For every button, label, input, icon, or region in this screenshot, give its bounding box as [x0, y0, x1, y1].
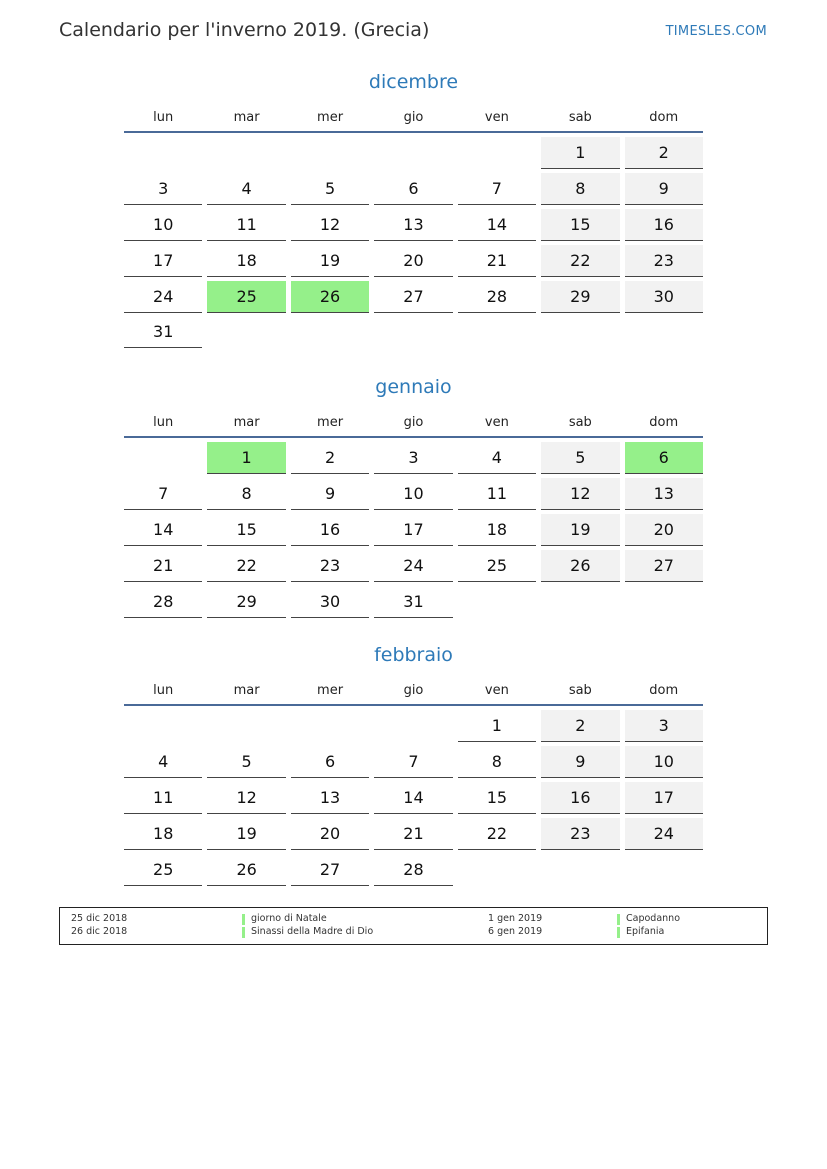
day-cell: 17	[124, 245, 202, 277]
empty-day-cell	[207, 137, 285, 169]
day-cell: 12	[291, 209, 369, 241]
day-cell: 28	[458, 281, 536, 313]
day-cell: 12	[207, 782, 285, 814]
empty-day-cell	[124, 442, 202, 474]
day-cell: 5	[291, 173, 369, 205]
day-cell: 7	[374, 746, 452, 778]
day-cell: 10	[124, 209, 202, 241]
day-cell: 24	[124, 281, 202, 313]
week-row	[124, 854, 703, 886]
day-cell: 9	[625, 173, 703, 205]
empty-day-cell	[625, 316, 703, 348]
weekday-label: dom	[649, 683, 679, 698]
day-cell: 23	[541, 818, 619, 850]
day-cell: 9	[541, 746, 619, 778]
empty-day-cell	[207, 316, 285, 348]
day-cell: 27	[625, 550, 703, 582]
weekday-label: gio	[403, 415, 424, 430]
day-cell: 17	[374, 514, 452, 546]
weekday-label: ven	[484, 110, 509, 125]
day-cell: 2	[291, 442, 369, 474]
day-cell: 17	[625, 782, 703, 814]
weekday-label: dom	[649, 415, 679, 430]
empty-day-cell	[625, 854, 703, 886]
weekday-label: lun	[153, 683, 174, 698]
day-cell: 11	[207, 209, 285, 241]
weekday-label: lun	[153, 110, 174, 125]
day-cell: 8	[207, 478, 285, 510]
weekday-header	[124, 677, 703, 706]
day-cell: 26	[207, 854, 285, 886]
day-cell: 14	[374, 782, 452, 814]
day-cell: 22	[541, 245, 619, 277]
day-cell: 15	[541, 209, 619, 241]
weekday-header	[124, 104, 703, 133]
day-cell: 11	[458, 478, 536, 510]
day-cell: 3	[374, 442, 452, 474]
weekday-label: gio	[403, 110, 424, 125]
day-cell: 14	[124, 514, 202, 546]
day-cell: 15	[458, 782, 536, 814]
day-cell: 12	[541, 478, 619, 510]
day-cell: 9	[291, 478, 369, 510]
day-cell: 31	[124, 316, 202, 348]
week-row	[124, 137, 703, 169]
day-cell: 20	[625, 514, 703, 546]
day-cell: 10	[374, 478, 452, 510]
day-cell: 24	[374, 550, 452, 582]
week-row	[124, 173, 703, 205]
legend-date: 1 gen 2019	[488, 913, 543, 924]
site-link[interactable]: TIMESLES.COM	[665, 24, 767, 39]
day-cell: 25	[207, 281, 285, 313]
week-row	[124, 478, 703, 510]
day-cell: 11	[124, 782, 202, 814]
day-cell: 4	[124, 746, 202, 778]
day-cell: 31	[374, 586, 452, 618]
day-cell: 25	[458, 550, 536, 582]
day-cell: 13	[374, 209, 452, 241]
day-cell: 27	[374, 281, 452, 313]
day-cell: 30	[291, 586, 369, 618]
day-cell: 3	[625, 710, 703, 742]
empty-day-cell	[291, 316, 369, 348]
legend-date: 26 dic 2018	[71, 926, 128, 937]
day-cell: 20	[291, 818, 369, 850]
weekday-label: mar	[233, 683, 260, 698]
week-row	[124, 209, 703, 241]
day-cell: 24	[625, 818, 703, 850]
empty-day-cell	[458, 137, 536, 169]
day-cell: 1	[207, 442, 285, 474]
week-row	[124, 514, 703, 546]
month-name: febbraio	[374, 644, 453, 666]
day-cell: 10	[625, 746, 703, 778]
empty-day-cell	[124, 137, 202, 169]
month-name: gennaio	[375, 376, 452, 398]
day-cell: 16	[291, 514, 369, 546]
day-cell: 21	[374, 818, 452, 850]
day-cell: 29	[541, 281, 619, 313]
day-cell: 13	[625, 478, 703, 510]
day-cell: 14	[458, 209, 536, 241]
holiday-marker	[617, 927, 620, 938]
legend-holiday-name: Capodanno	[626, 913, 681, 924]
day-cell: 20	[374, 245, 452, 277]
day-cell: 8	[541, 173, 619, 205]
week-row	[124, 245, 703, 277]
day-cell: 30	[625, 281, 703, 313]
empty-day-cell	[291, 710, 369, 742]
day-cell: 18	[124, 818, 202, 850]
day-cell: 26	[541, 550, 619, 582]
month-gennaio	[124, 373, 703, 618]
holiday-legend	[59, 907, 768, 945]
day-cell: 6	[374, 173, 452, 205]
weekday-label: mer	[317, 683, 344, 698]
day-cell: 6	[625, 442, 703, 474]
weekday-label: ven	[484, 683, 509, 698]
legend-holiday-name: Epifania	[626, 926, 665, 937]
week-row	[124, 586, 703, 618]
legend-holiday-name: Sinassi della Madre di Dio	[251, 926, 374, 937]
legend-holiday-name: giorno di Natale	[251, 913, 327, 924]
empty-day-cell	[374, 710, 452, 742]
day-cell: 18	[458, 514, 536, 546]
day-cell: 5	[207, 746, 285, 778]
day-cell: 18	[207, 245, 285, 277]
day-cell: 23	[291, 550, 369, 582]
day-cell: 7	[458, 173, 536, 205]
empty-day-cell	[458, 854, 536, 886]
day-cell: 28	[374, 854, 452, 886]
week-row	[124, 281, 703, 313]
day-cell: 23	[625, 245, 703, 277]
empty-day-cell	[625, 586, 703, 618]
day-cell: 8	[458, 746, 536, 778]
day-cell: 16	[625, 209, 703, 241]
day-cell: 22	[458, 818, 536, 850]
month-febbraio	[124, 641, 703, 886]
day-cell: 19	[291, 245, 369, 277]
weekday-label: lun	[153, 415, 174, 430]
weekday-header	[124, 409, 703, 438]
legend-date: 25 dic 2018	[71, 913, 128, 924]
page-title: Calendario per l'inverno 2019. (Grecia)	[59, 19, 430, 41]
day-cell: 4	[207, 173, 285, 205]
day-cell: 7	[124, 478, 202, 510]
month-name: dicembre	[368, 71, 459, 93]
day-cell: 4	[458, 442, 536, 474]
day-cell: 22	[207, 550, 285, 582]
weekday-label: sab	[568, 683, 592, 698]
empty-day-cell	[207, 710, 285, 742]
day-cell: 3	[124, 173, 202, 205]
day-cell: 2	[541, 710, 619, 742]
holiday-marker	[242, 914, 245, 925]
day-cell: 16	[541, 782, 619, 814]
day-cell: 6	[291, 746, 369, 778]
day-cell: 28	[124, 586, 202, 618]
empty-day-cell	[458, 586, 536, 618]
day-cell: 19	[207, 818, 285, 850]
week-row	[124, 818, 703, 850]
weekday-label: mer	[317, 110, 344, 125]
weekday-label: mar	[233, 415, 260, 430]
weekday-label: sab	[568, 415, 592, 430]
day-cell: 1	[458, 710, 536, 742]
weekday-label: dom	[649, 110, 679, 125]
empty-day-cell	[124, 710, 202, 742]
day-cell: 2	[625, 137, 703, 169]
weekday-label: gio	[403, 683, 424, 698]
empty-day-cell	[541, 854, 619, 886]
empty-day-cell	[374, 137, 452, 169]
week-row	[124, 746, 703, 778]
week-row	[124, 782, 703, 814]
holiday-marker	[617, 914, 620, 925]
week-row	[124, 442, 703, 474]
empty-day-cell	[374, 316, 452, 348]
day-cell: 26	[291, 281, 369, 313]
week-row	[124, 316, 703, 348]
day-cell: 29	[207, 586, 285, 618]
day-cell: 5	[541, 442, 619, 474]
day-cell: 15	[207, 514, 285, 546]
day-cell: 19	[541, 514, 619, 546]
day-cell: 25	[124, 854, 202, 886]
week-row	[124, 550, 703, 582]
weekday-label: mer	[317, 415, 344, 430]
day-cell: 21	[124, 550, 202, 582]
month-dicembre	[124, 68, 703, 348]
weekday-label: sab	[568, 110, 592, 125]
empty-day-cell	[541, 586, 619, 618]
day-cell: 1	[541, 137, 619, 169]
week-row	[124, 710, 703, 742]
empty-day-cell	[291, 137, 369, 169]
empty-day-cell	[541, 316, 619, 348]
day-cell: 21	[458, 245, 536, 277]
day-cell: 13	[291, 782, 369, 814]
holiday-marker	[242, 927, 245, 938]
weekday-label: mar	[233, 110, 260, 125]
legend-date: 6 gen 2019	[488, 926, 543, 937]
empty-day-cell	[458, 316, 536, 348]
weekday-label: ven	[484, 415, 509, 430]
day-cell: 27	[291, 854, 369, 886]
